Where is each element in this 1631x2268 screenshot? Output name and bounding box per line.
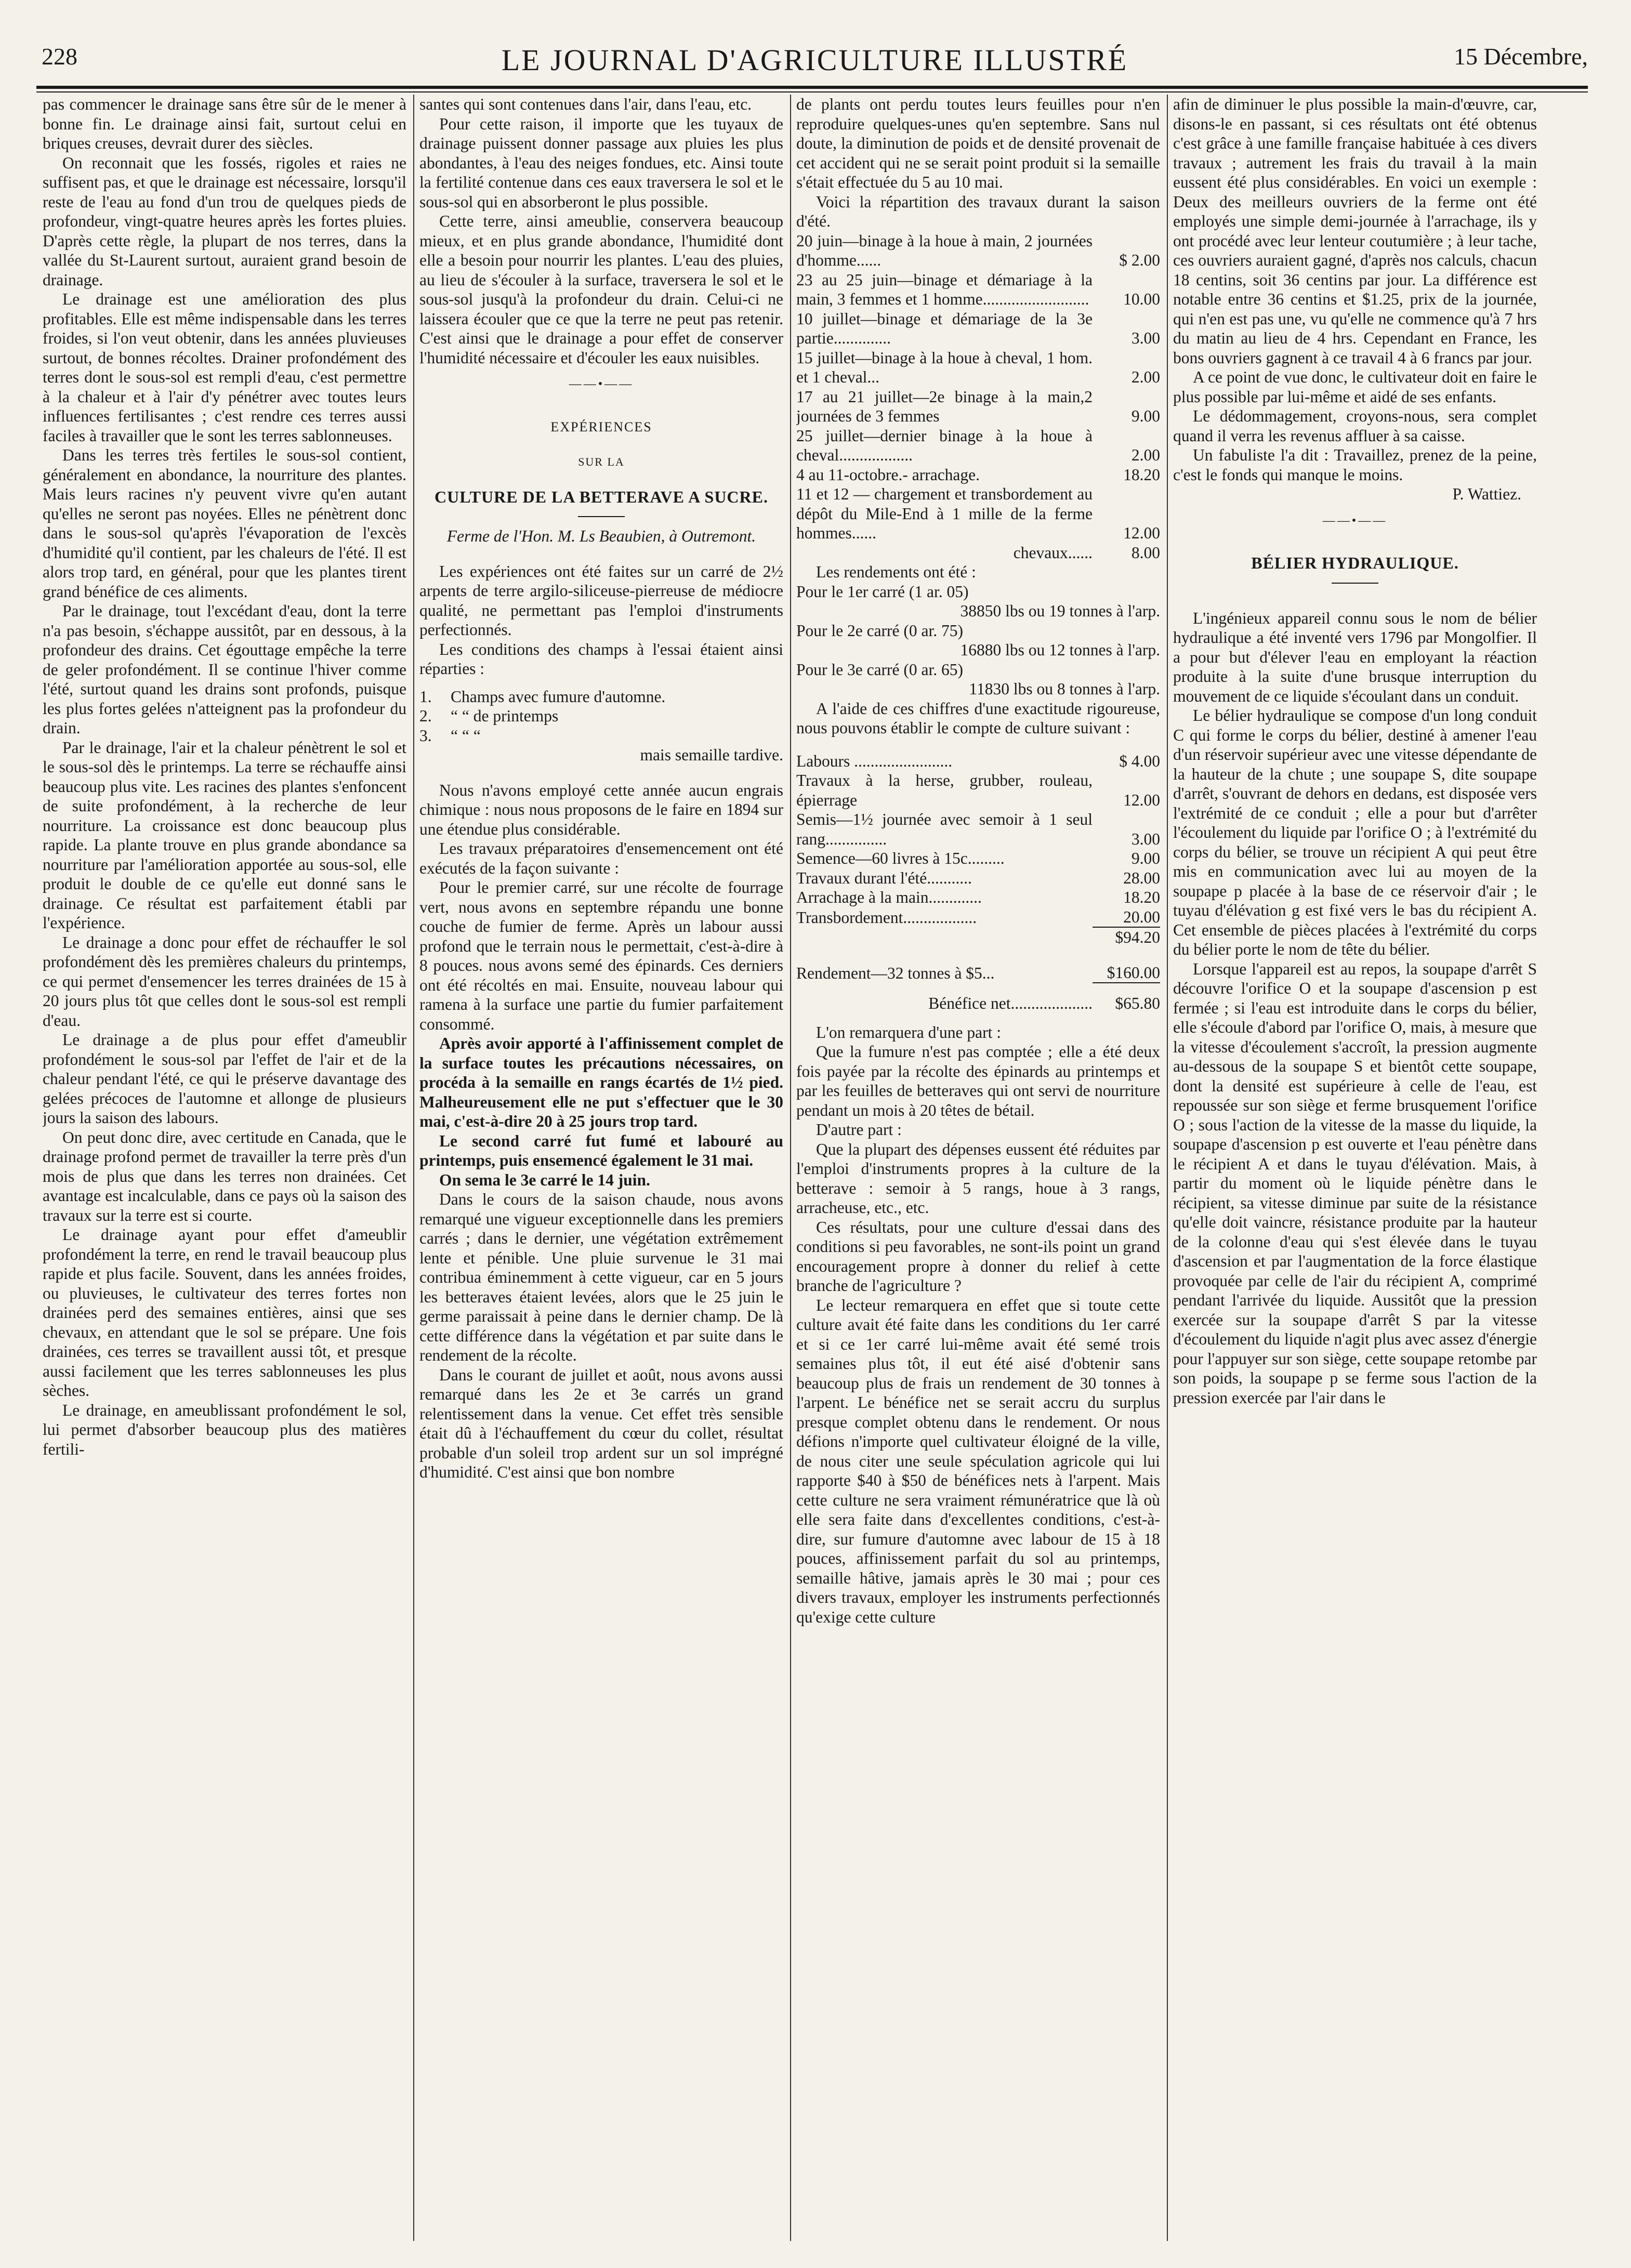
table-row: Semence—60 livres à 15c......... 9.00 [796, 849, 1160, 867]
issue-date: 15 Décembre, [1454, 43, 1588, 70]
paragraph: Les conditions des champs à l'essai étaient ainsi réparties : [419, 640, 783, 678]
list-item: 1. Champs avec fumure d'automne. [419, 687, 666, 706]
article-kicker-sub: SUR LA [578, 455, 625, 468]
paragraph: Lorsque l'appareil est au repos, la soupape d'arrêt S découvre l'orifice O et la soupape d'ascension p est fermée ; si l'eau est introduite dans le corps du bélier, elle s'écoule d'abord par l'orifice O, mais, à mesure que la vitesse d'écoulement s'accroît, la pression augmente au-dessous de la soupape S et bientôt cette soupape, dont la densité est supérieure à celle de l'eau, est repoussée sur son siège et ferme brusquement l'orifice O ; sous l'action de la vitesse de la masse du liquide, la soupape d'ascension p est ouverte et l'eau pénètre dans le récipient A et dans le tuyau d'élévation. Mais, à partir du moment où le liquide pénètre dans le récipient, sa vitesse diminue par suite de la résistance qu'elle doit vaincre, résistance produite par la hauteur de la colonne d'eau qui s'est élevée dans le tuyau d'ascension et par l'augmentation de la force élastique provoquée par celle de l'air du récipient A, comprimé pendant l'arrivée du liquide. Aussitôt que la pression exercée sur la soupape d'arrêt S par la vitesse d'écoulement du liquide n'agit plus avec assez d'énergie pour l'appuyer sur son siège, cette soupape retombe par son poids, la soupape p se ferme sous l'action de la pression exercée par l'air dans le [1173, 959, 1537, 1407]
journal-title: LE JOURNAL D'AGRICULTURE ILLUSTRÉ [501, 43, 1128, 77]
paragraph: Un fabuliste l'a dit : Travaillez, prenez de la peine, c'est le fonds qui manque le moins. [1173, 446, 1537, 484]
table-row [796, 927, 1160, 947]
paragraph: Pour cette raison, il importe que les tuyaux de drainage puissent donner passage aux pluies les plus abondantes, à l'eau des neiges fondues, etc. Ainsi toute la fertilité contenue dans ces eaux traversera le sol et le sous-sol qui en absorberont le plus possible. [419, 114, 783, 211]
paragraph: Dans le cours de la saison chaude, nous avons remarqué une vigueur exceptionnelle dans les premiers carrés ; dans le dernier, une végétation extrêmement lente et pénible. Une pluie survenue le 31 mai contribua éminemment à cette vigueur, car en 5 jours les betteraves étaient levées, alors que le 25 juin le germe paraissait à peine dans le dernier champ. De là cette différence dans la végétation et par suite dans le rendement de la récolte. [419, 1190, 783, 1364]
title-separator [578, 516, 625, 517]
column-divider [1167, 95, 1168, 2241]
paragraph: Le lecteur remarquera en effet que si toute cette culture avait été faite dans les conditions du 1er carré et si ce 1er carré lui-même avait été semé trois semaines plus tôt, il eut été aisé d'obtenir sans beaucoup plus de frais un rendement de 30 tonnes à l'arpent. Le bénéfice net se serait accru du surplus presque complet obtenu dans le rendement. Or nous défions n'importe quel cultivateur éloigné de la ville, de nous citer une seule spéculation agricole qui lui rapporte $40 à $50 de bénéfices nets à l'arpent. Mais cette culture ne sera vraiment rémunératrice que là où elle sera faite dans d'excellentes conditions, c'est-à-dire, sur fumure d'automne avec labour de 15 à 18 pouces, affinissement parfait du sol au printemps, semaille hâtive, jamais après le 30 mai ; pour ces divers travaux, employer les instruments perfectionnés qu'exige cette culture [796, 1296, 1160, 1626]
paragraph: L'on remarquera d'une part : [816, 1023, 1001, 1041]
account-total: $94.20 [1093, 927, 1160, 947]
list-tail: mais semaille tardive. [640, 746, 783, 764]
net-profit: $65.80 [1115, 994, 1160, 1012]
paragraph: Après avoir apporté à l'affinissement complet de la surface toutes les précautions nécessaires, on procéda à la semaille en rangs écartés de 1½ pied. Malheureusement elle ne put s'effectuer que le 30 mai, c'est-à-dire 20 à 25 jours trop tard. [419, 1034, 783, 1130]
table-row: Bénéfice net.................... $65.80 [928, 994, 1160, 1012]
paragraph: Nous n'avons employé cette année aucun engrais chimique : nous nous proposons de le faire en 1894 sur une étendue plus considérable. [419, 781, 783, 838]
column-divider [413, 95, 414, 2241]
paragraph: afin de diminuer le plus possible la main-d'œuvre, car, disons-le en passant, si ces résultats ont été obtenus c'est grâce à une famille française habituée à ces divers travaux ; autrement les frais du travail à la main eussent été plus considérables. En voici un exemple : Deux des meilleurs ouvriers de la ferme ont été employés une simple demi-journée à l'arrachage, ils y ont procédé avec leur lenteur coutumière ; à leur tache, ces ouvriers auraient gagné, d'après nos calculs, chacun 18 centins, soit 36 centins par jour. La différence est notable entre 36 centins et $1.25, prix de la journée, qui n'en est pas une, vu qu'elle ne commence qu'à 7 hrs du matin au lieu de 4 hrs. Cependant en France, les bons ouvriers gagnent à ce travail 4 à 6 francs par jour. [1173, 95, 1537, 367]
table-row: Rendement—32 tonnes à $5... $160.00 [796, 963, 1160, 982]
paragraph: de plants ont perdu toutes leurs feuilles pour n'en reproduire quelques-unes qu'en septembre. Sans nul doute, la diminution de poids et de densité provenait de cet accident qui ne se serait point produit si la semaille s'était effectuée du 5 au 10 mai. [796, 95, 1160, 191]
yield-value: 16880 lbs ou 12 tonnes à l'arp. [960, 641, 1160, 659]
table-row: Labours ........................ $ 4.00 [796, 751, 1160, 770]
article-title: CULTURE DE LA BETTERAVE A SUCRE. [435, 487, 768, 506]
paragraph: Le drainage, en ameublissant profondément le sol, lui permet d'absorber beaucoup plus des matières fertili- [43, 1401, 406, 1458]
author-signature: P. Wattiez. [1452, 485, 1521, 503]
yield-label: Pour le 2e carré (0 ar. 75) [796, 621, 963, 640]
paragraph: Par le drainage, tout l'excédant d'eau, dont la terre n'a pas besoin, s'échappe aussitôt, par en dessous, à la profondeur des drains. Cet égouttage empêche la terre de geler profondément. Il se continue l'hiver comme l'été, surtout quand les drains sont profonds, puisque les plus fortes gelées n'atteignent pas la profondeur du drain. [43, 602, 406, 737]
paragraph: On reconnait que les fossés, rigoles et raies ne suffisent pas, et que le drainage est nécessaire, lorsqu'il reste de l'eau au fond d'un trou de quelques pieds de profondeur, vingt-quatre heures après les fortes pluies. D'après cette règle, la plupart de nos terres, dans la vallée du St-Laurent surtout, auraient grand besoin de drainage. [43, 153, 406, 289]
works-table [796, 231, 1160, 563]
paragraph: Le drainage ayant pour effet d'ameublir profondément la terre, en rend le travail beaucoup plus rapide et plus facile. Souvent, dans les années froides, ou pluvieuses, le cultivateur des terres fortes non drainées perd des semaines entières, ainsi que ses chevaux, en attendant que le sol se prépare. Une fois drainées, ces terres se travaillent aussi tôt, et presque aussi facilement que les terres sablonneuses les plus sèches. [43, 1225, 406, 1400]
paragraph: pas commencer le drainage sans être sûr de le mener à bonne fin. Le drainage ainsi fait, surtout celui en briques creuses, devrait durer des siècles. [43, 95, 406, 152]
page-header [42, 43, 1588, 89]
paragraph: Par le drainage, l'air et la chaleur pénètrent le sol et le sous-sol dès le printemps. La terre se réchauffe ainsi beaucoup plus vite. Les racines des plantes s'enfoncent de suite profondément, à la recherche de leur nourriture. La croissance est donc beaucoup plus rapide. La plante trouve en plus grande abondance sa nourriture par l'amélioration apportée au sous-sol, elle produit le double de ce qu'elle eut donné sans le drainage. Ce résultat est parfaitement établi par l'expérience. [43, 738, 406, 932]
table-row: Travaux à la herse, grubber, rouleau, épierrage 12.00 [796, 771, 1160, 809]
paragraph: L'ingénieux appareil connu sous le nom de bélier hydraulique a été inventé vers 1796 par Mongolfier. Il a pour but d'élever l'eau en employant la réaction produite à la suite d'une brusque interruption du mouvement de ce liquide s'écoulant dans un conduit. [1173, 609, 1537, 705]
table-row: 20 juin—binage à la houe à main, 2 journées d'homme...... $ 2.00 [796, 231, 1160, 269]
paragraph: Les rendements ont été : [816, 563, 976, 581]
table-row: Transbordement.................. 20.00 [796, 907, 1160, 927]
paragraph: Que la fumure n'est pas comptée ; elle a été deux fois payée par la récolte des épinards au printemps et par les feuilles de betteraves qui ont servi de nourriture pendant un mois à 20 têtes de bétail. [796, 1043, 1160, 1119]
yield-label: Pour le 1er carré (1 ar. 05) [796, 582, 969, 601]
page-number: 228 [42, 43, 77, 70]
column-1 [43, 95, 406, 2241]
table-row: Travaux durant l'été........... 28.00 [796, 868, 1160, 887]
table-row: 11 et 12 — chargement et transbordement au dépôt du Mile-End à 1 mille de la ferme hommes...... 12.00 [796, 485, 1160, 542]
paragraph: On sema le 3e carré le 14 juin. [439, 1170, 650, 1189]
paragraph: Voici la répartition des travaux durant la saison d'été. [796, 192, 1160, 230]
paragraph: Cette terre, ainsi ameublie, conservera beaucoup mieux, et en plus grande abondance, l'humidité dont elle a besoin pour nourrir les plantes. L'eau des pluies, au lieu de s'écouler à la surface, traversera le sol et le sous-sol jusqu'à la profondeur du drain. Celui-ci ne laissera écouler que ce que la terre ne peut pas retenir. C'est ainsi que le drainage a pour effet de conserver l'humidité nécessaire et d'écouler les eaux nuisibles. [419, 212, 783, 367]
list-item: 2. “ “ de printemps [419, 707, 559, 725]
paragraph: Le drainage est une amélioration des plus profitables. Elle est même indispensable dans les terres froides, si l'on veut obtenir, dans les années pluvieuses surtout, de bonnes récoltes. Drainer profondément des terres dont le sous-sol est rempli d'eau, c'est permettre à la chaleur et à l'air d'y pénétrer avec toutes leurs influences fertilisantes ; c'est rendre ces terres aussi faciles à travailler que le sont les terres sablonneuses. [43, 290, 406, 445]
yield-value: 38850 lbs ou 19 tonnes à l'arp. [960, 602, 1160, 620]
table-row: Semis—1½ journée avec semoir à 1 seul rang............... 3.00 [796, 810, 1160, 848]
title-separator [1332, 583, 1378, 584]
table-row: 4 au 11-octobre.- arrachage. 18.20 [796, 465, 1160, 484]
paragraph: Le dédommagement, croyons-nous, sera complet quand il verra les revenus affluer à sa caisse. [1173, 407, 1537, 445]
table-row: chevaux...... 8.00 [1013, 543, 1160, 562]
header-rule-thick [36, 86, 1588, 89]
paragraph: Le drainage a donc pour effet de réchauffer le sol profondément dès les premières chaleurs du printemps, ce qui permet d'ensemencer les terres drainées de 15 à 20 jours plus tôt que celles dont le sous-sol est rempli d'eau. [43, 933, 406, 1030]
table-row: 10 juillet—binage et démariage de la 3e partie.............. 3.00 [796, 309, 1160, 347]
section-title: BÉLIER HYDRAULIQUE. [1251, 553, 1459, 572]
paragraph: On peut donc dire, avec certitude en Canada, que le drainage profond permet de travailler la terre près d'un mois de plus que dans les terres non drainées. Cet avantage est incalculable, dans ce pays où la saison des travaux sur la terre est si courte. [43, 1128, 406, 1224]
header-rule-thin [36, 91, 1588, 93]
paragraph: Les expériences ont été faites sur un carré de 2½ arpents de terre argilo-siliceuse-pierreuse de médiocre qualité, ne permettant pas l'emploi d'instruments perfectionnés. [419, 562, 783, 639]
column-divider [790, 95, 791, 2241]
column-4 [1173, 95, 1537, 2241]
paragraph: santes qui sont contenues dans l'air, dans l'eau, etc. [419, 95, 752, 113]
yield-value: 11830 lbs ou 8 tonnes à l'arp. [969, 680, 1160, 698]
yield-label: Pour le 3e carré (0 ar. 65) [796, 660, 963, 679]
article-kicker: EXPÉRIENCES [550, 419, 652, 434]
table-row: 15 juillet—binage à la houe à cheval, 1 hom. et 1 cheval... 2.00 [796, 348, 1160, 386]
paragraph: Que la plupart des dépenses eussent été réduites par l'emploi d'instruments propres à la culture de la betterave : semoir à 5 rangs, houe à 3 rangs, arracheuse, etc., etc. [796, 1140, 1160, 1217]
paragraph: Dans le courant de juillet et août, nous avons aussi remarqué dans les 2e et 3e carrés un grand relentissement dans la venue. Cet effet très sensible était dû à l'échauffement du cœur du collet, résultat probable d'un soleil trop ardent sur un sol imprégné d'humidité. C'est ainsi que bon nombre [419, 1365, 783, 1481]
paragraph: Dans les terres très fertiles le sous-sol contient, généralement en abondance, la nourriture des plantes. Mais leurs racines n'y peuvent vivre qu'en autant qu'elles ne seront pas noyées. Elles ne pénètrent donc dans le sous-sol qu'après l'évaporation de l'excès d'humidité qu'il contient, par les chaleurs de l'été. Il est alors trop tard, en général, pour que les plantes tirent grand bénéfice de ces aliments. [43, 446, 406, 601]
paragraph: A ce point de vue donc, le cultivateur doit en faire le plus possible par lui-même et aidé de ses enfants. [1173, 368, 1537, 406]
section-ornament: ——•—— [1322, 513, 1388, 528]
paragraph: Le bélier hydraulique se compose d'un long conduit C qui forme le corps du bélier, destiné à amener l'eau d'un réservoir supérieur avec une vitesse dépendante de la hauteur de la chute ; une soupape S, dite soupape d'arrêt, s'ouvrant de dehors en dedans, est disposée vers l'extrémité de ce conduit ; elle a pour but d'arrêter l'écoulement du liquide par l'orifice O ; à l'extrémité du corps du bélier, se trouve un récipient A qui peut être mis en communication avec lui au moyen de la soupape p placée à la base de ce réservoir d'air ; le tuyau d'élévation g est fixé vers le bas du récipient A. Cet ensemble de pièces placées à l'extrémité du corps du bélier porte le nom de tête du bélier. [1173, 706, 1537, 958]
table-row: Arrachage à la main............. 18.20 [796, 888, 1160, 906]
table-row: 23 au 25 juin—binage et démariage à la main, 3 femmes et 1 homme.......................... 10.00 [796, 270, 1160, 308]
paragraph: D'autre part : [816, 1120, 902, 1139]
paragraph: Le second carré fut fumé et labouré au printemps, puis ensemencé également le 31 mai. [419, 1131, 783, 1169]
paragraph: Ces résultats, pour une culture d'essai dans des conditions si peu favorables, ne sont-ils point un grand encouragement propre à donner du relief à cette branche de l'agriculture ? [796, 1218, 1160, 1295]
account-table [796, 751, 1160, 1013]
paragraph: Pour le premier carré, sur une récolte de fourrage vert, nous avons en septembre répandu une bonne couche de fumier de ferme. Après un labour aussi profond que le terrain nous le permettait, c'est-à-dire à 8 pouces. nous avons semé des épinards. Ces derniers ont été récoltés en mai. Ensuite, nouveau labour qui ramena à la surface une partie du fumier parfaitement consommé. [419, 878, 783, 1033]
article-location: Ferme de l'Hon. M. Ls Beaubien, à Outremont. [446, 527, 756, 545]
table-row: 17 au 21 juillet—2e binage à la main,2 journées de 3 femmes 9.00 [796, 387, 1160, 425]
paragraph: Le drainage a de plus pour effet d'ameublir profondément le sous-sol par l'effet de l'air et de la chaleur pendant l'été, ce qui le préserve davantage des gelées précoces de l'automne et allonge de plusieurs jours la saison des labours. [43, 1031, 406, 1127]
section-ornament: ——•—— [569, 377, 634, 391]
column-2 [419, 95, 783, 2241]
list-item: 3. “ “ “ [419, 726, 481, 745]
paragraph: Les travaux préparatoires d'ensemencement ont été exécutés de la façon suivante : [419, 839, 783, 877]
table-row: 25 juillet—dernier binage à la houe à cheval.................. 2.00 [796, 426, 1160, 464]
paragraph: A l'aide de ces chiffres d'une exactitude rigoureuse, nous pouvons établir le compte de culture suivant : [796, 699, 1160, 737]
column-3 [796, 95, 1160, 2241]
